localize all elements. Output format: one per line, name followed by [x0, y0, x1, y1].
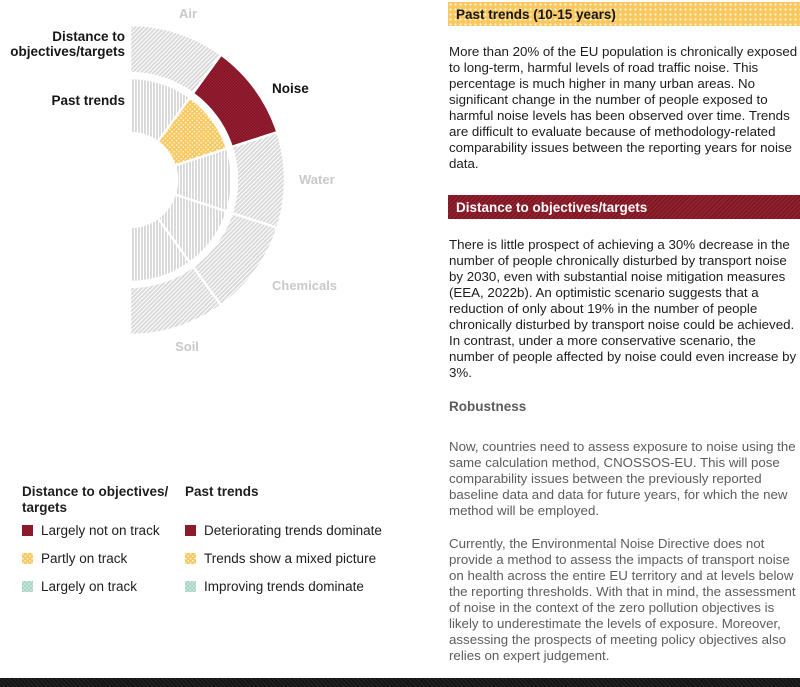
legend-column-title-distance: Distance to objectives/ targets: [22, 484, 169, 515]
legend-item: [22, 551, 127, 565]
category-label-air: Air: [178, 6, 198, 21]
category-label-soil: Soil: [175, 339, 199, 354]
legend-item-label: Improving trends dominate: [204, 578, 364, 594]
legend-item-label: Largely on track: [41, 578, 138, 594]
distance-to-objectives-paragraph: There is little prospect of achieving a 30% decrease in the number of people chronically disturbed by transport noise by 2030, even with substantial noise mitigation measures (EEA, 2022b). An optimistic scenario suggests that a reduction of only about 19% in the number of people chronically disturbed by transport noise could be achieved. In contrast, under a more conservative scenario, the number of people affected by noise could even increase by 3%.: [449, 237, 797, 381]
ring-label-past-trends: Past trends: [51, 93, 125, 108]
category-label-water: Water: [299, 172, 335, 187]
legend-swatch-positive-icon: [185, 581, 196, 592]
bottom-divider-bar: [0, 678, 800, 687]
legend-swatch-negative-icon: [22, 525, 33, 536]
legend-swatch-mixed-icon: [185, 553, 196, 564]
ring-label-distance-to-objectives: Distance to objectives/targets: [10, 29, 125, 59]
robustness-heading: Robustness: [449, 399, 527, 414]
legend-item: [185, 551, 376, 565]
sunburst-segment-outer-water: [232, 132, 285, 228]
legend-item-label: Deteriorating trends dominate: [204, 522, 382, 538]
category-label-chemicals: Chemicals: [272, 278, 338, 293]
legend-swatch-positive-icon: [22, 581, 33, 592]
robustness-paragraph-1: Now, countries need to assess exposure to noise using the same calculation method, CNOSSOS-EU. This will pose comparability issues between the previously reported baseline data and data for future years, for which the new method will be employed.: [449, 439, 796, 519]
legend-item-label: Trends show a mixed picture: [204, 550, 377, 566]
legend-item: [185, 523, 382, 537]
robustness-paragraph-2: Currently, the Environmental Noise Directive does not provide a method to assess the impacts of transport noise on health across the entire EU territory and at levels below the reporting thresholds. With that in mind, the assessment of noise in the context of the zero pollution objectives is likely to underestimate the levels of exposure. Moreover, assessing the prospects of meeting policy objectives also relies on expert judgement.: [449, 536, 796, 664]
legend-item-label: Partly on track: [41, 550, 128, 566]
legend-swatch-negative-icon: [185, 525, 196, 536]
legend-column-title-past-trends: Past trends: [185, 484, 259, 499]
legend-item: [185, 579, 364, 593]
distance-to-objectives-header-bar: Distance to objectives/targets: [448, 195, 800, 219]
past-trends-header-bar: Past trends (10-15 years): [448, 2, 800, 26]
legend-item: [22, 523, 160, 537]
category-label-noise: Noise: [272, 81, 309, 96]
past-trends-paragraph: More than 20% of the EU population is chronically exposed to long-term, harmful levels of road traffic noise. This percentage is much higher in many urban areas. No significant change in the number of people exposed to harmful noise levels has been observed over time. Trends are difficult to evaluate because of methodology-related comparability issues between the reporting years for noise data.: [449, 44, 798, 172]
legend-swatch-mixed-icon: [22, 553, 33, 564]
legend-item-label: Largely not on track: [41, 522, 160, 538]
legend-item: [22, 579, 137, 593]
